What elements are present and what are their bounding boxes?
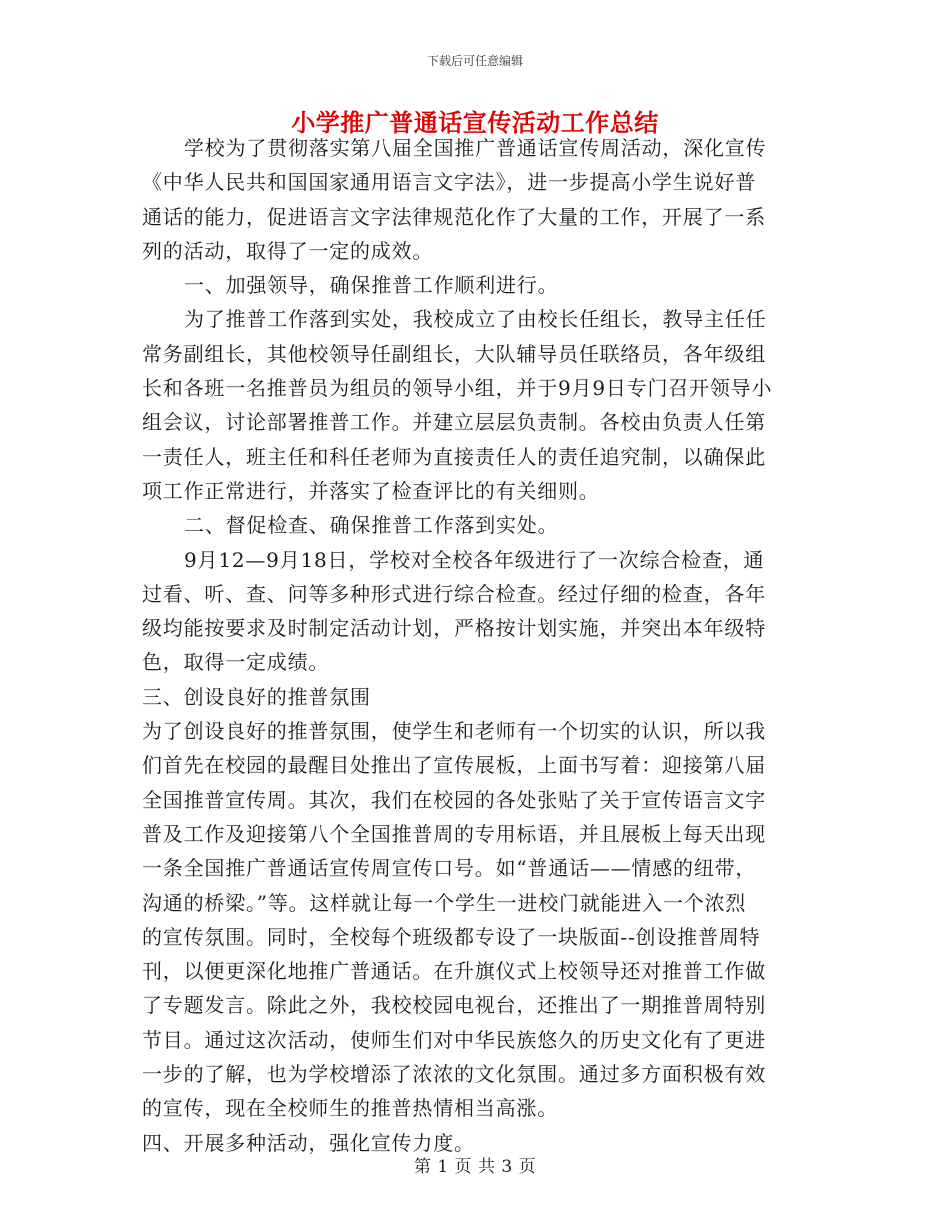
paragraph-line: 组会议，讨论部署推普工作。并建立层层负责制。各校由负责人任第 [142, 410, 766, 435]
paragraph-line: 们首先在校园的最醒目处推出了宣传展板，上面书写着：迎接第八届 [142, 753, 766, 778]
document-body [142, 131, 814, 1160]
section-heading: 一、加强领导，确保推普工作顺利进行。 [184, 273, 559, 298]
paragraph-line: 为了创设良好的推普氛围，使学生和老师有一个切实的认识，所以我 [142, 719, 766, 744]
header-note: 下载后可任意编辑 [426, 54, 523, 68]
section-heading: 三、创设良好的推普氛围 [142, 684, 371, 709]
paragraph-line: 节目。通过这次活动，使师生们对中华民族悠久的历史文化有了更进 [142, 1027, 766, 1052]
paragraph-line: 的宣传氛围。同时，全校每个班级都专设了一块版面--创设推普周特 [142, 924, 761, 949]
paragraph-line: 项工作正常进行，并落实了检查评比的有关细则。 [142, 478, 600, 503]
paragraph-line: 列的活动，取得了一定的成效。 [142, 238, 434, 263]
paragraph-line: 《中华人民共和国国家通用语言文字法》，进一步提高小学生说好普 [142, 170, 756, 195]
paragraph-line: 全国推普宣传周。其次，我们在校园的各处张贴了关于宣传语言文字 [142, 787, 766, 812]
paragraph-line: 学校为了贯彻落实第八届全国推广普通话宣传周活动，深化宣传 [184, 136, 767, 160]
paragraph-line: 普及工作及迎接第八个全国推普周的专用标语，并且展板上每天出现 [142, 821, 766, 846]
paragraph-line: 9月12—9月18日，学校对全校各年级进行了一次综合检查，通 [184, 547, 765, 572]
paragraph-line: 色，取得一定成绩。 [142, 650, 330, 675]
paragraph-line: 级均能按要求及时制定活动计划，严格按计划实施，并突出本年级特 [142, 616, 766, 641]
page-footer: 第 1 页 共 3 页 [413, 1157, 537, 1177]
paragraph-line: 常务副组长，其他校领导任副组长，大队辅导员任联络员，各年级组 [142, 341, 766, 366]
paragraph-line: 过看、听、查、问等多种形式进行综合检查。经过仔细的检查，各年 [142, 581, 766, 606]
paragraph-line: 一条全国推广普通话宣传周宣传口号。如“普通话——情感的纽带， [142, 856, 757, 881]
paragraph-line: 长和各班一名推普员为组员的领导小组，并于9月9日专门召开领导小 [142, 376, 773, 401]
document-title: 小学推广普通话宣传活动工作总结 [291, 108, 659, 137]
paragraph-line: 沟通的桥梁。”等。这样就让每一个学生一进校门就能进入一个浓烈 [142, 890, 747, 915]
paragraph-line: 通话的能力，促进语言文字法律规范化作了大量的工作，开展了一系 [142, 204, 766, 229]
paragraph-line: 为了推普工作落到实处，我校成立了由校长任组长，教导主任任 [184, 307, 767, 332]
paragraph-line: 的宣传，现在全校师生的推普热情相当高涨。 [142, 1096, 558, 1121]
paragraph-line: 刊，以便更深化地推广普通话。在升旗仪式上校领导还对推普工作做 [142, 959, 766, 984]
paragraph-line: 一步的了解，也为学校增添了浓浓的文化氛围。通过多方面积极有效 [142, 1062, 766, 1087]
section-heading: 四、开展多种活动，强化宣传力度。 [142, 1130, 475, 1155]
paragraph-line: 一责任人，班主任和科任老师为直接责任人的责任追究制，以确保此 [142, 444, 766, 469]
paragraph-line: 了专题发言。除此之外，我校校园电视台，还推出了一期推普周特别 [142, 993, 766, 1018]
section-heading: 二、督促检查、确保推普工作落到实处。 [184, 513, 559, 538]
